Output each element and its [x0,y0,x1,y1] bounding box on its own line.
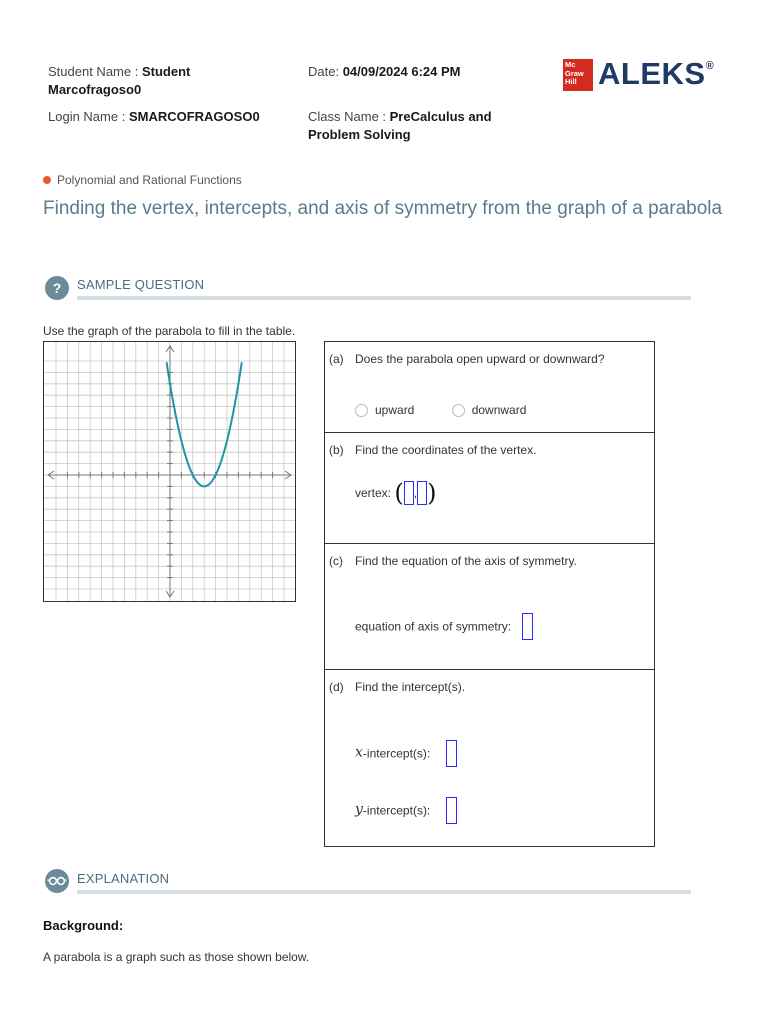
x-intercept-input[interactable] [446,740,457,767]
question-text: Find the intercept(s). [355,680,466,694]
radio-upward[interactable] [355,404,368,417]
class-label: Class Name : [308,109,390,124]
student-name-value: Student [141,64,191,79]
option-upward-label: upward [375,403,415,417]
student-name-value-cont: Marcofragoso0 [48,82,142,97]
close-paren: ) [427,479,437,507]
parabola-graph [43,341,296,602]
y-intercept-label: -intercept(s): [362,803,434,818]
direction-options [355,403,526,417]
open-paren: ( [394,479,404,507]
section-divider [77,890,691,894]
question-b [329,443,536,457]
logo-line-2: Graw [565,68,584,78]
registered-mark: ® [705,60,715,72]
option-downward[interactable] [452,403,527,417]
date-value: 04/09/2024 6:24 PM [342,64,461,79]
logo-line-1: Mc [565,60,576,69]
topic-breadcrumb [43,173,242,187]
topic-dot-icon [43,176,51,184]
question-c [329,554,577,568]
date-label: Date: [308,64,343,79]
question-text: Does the parabola open upward or downward? [355,352,605,366]
question-row-b [325,433,654,544]
x-variable: x [355,744,363,761]
question-letter: (a) [329,352,344,366]
question-text: Find the coordinates of the vertex. [355,443,537,457]
date-field [308,63,461,81]
glasses-icon [45,869,69,893]
student-name-field [48,63,190,99]
axis-answer [355,613,533,640]
y-intercept-input[interactable] [446,797,457,824]
radio-downward[interactable] [452,404,465,417]
login-field [48,108,260,126]
topic-label: Polynomial and Rational Functions [57,173,242,187]
x-intercept-label: -intercept(s): [362,746,434,761]
instruction-text: Use the graph of the parabola to fill in the table. [43,324,296,338]
vertex-label: vertex: [355,486,395,500]
login-label: Login Name : [48,109,129,124]
question-letter: (b) [329,443,344,457]
axis-label: equation of axis of symmetry: [355,619,515,634]
vertex-y-input[interactable] [417,481,427,505]
question-letter: (d) [329,680,344,694]
axis-input[interactable] [522,613,533,640]
class-value: PreCalculus and [389,109,492,124]
login-value: SMARCOFRAGOSO0 [128,109,260,124]
background-text: A parabola is a graph such as those shown below. [43,950,310,964]
class-value-cont: Problem Solving [308,127,411,142]
student-name-label: Student Name : [48,64,142,79]
comma: , [413,486,418,500]
question-mark-icon: ? [45,276,69,300]
question-row-a [325,342,654,433]
explanation-label: EXPLANATION [77,871,170,886]
question-table [324,341,655,847]
question-row-d [325,670,654,846]
section-divider [77,296,691,300]
option-downward-label: downward [471,403,527,417]
y-variable: y [355,801,363,818]
question-text: Find the equation of the axis of symmetry. [355,554,577,568]
class-field [308,108,492,144]
question-row-c [325,544,654,670]
mcgraw-hill-logo [563,59,593,91]
aleks-wordmark: ALEKS [598,56,706,91]
vertex-x-input[interactable] [404,481,414,505]
background-heading: Background: [43,918,124,933]
sample-question-label: SAMPLE QUESTION [77,277,205,292]
y-intercept-answer [355,797,457,824]
question-letter: (c) [329,554,343,568]
option-upward[interactable] [355,403,414,417]
x-intercept-answer [355,740,457,767]
vertex-answer [355,479,436,507]
aleks-logo [598,56,714,92]
question-d [329,680,465,694]
logo-line-3: Hill [565,77,577,86]
question-a [329,352,605,366]
graph-canvas [44,342,295,601]
page-title: Finding the vertex, intercepts, and axis of symmetry from the graph of a parabola [43,198,723,219]
